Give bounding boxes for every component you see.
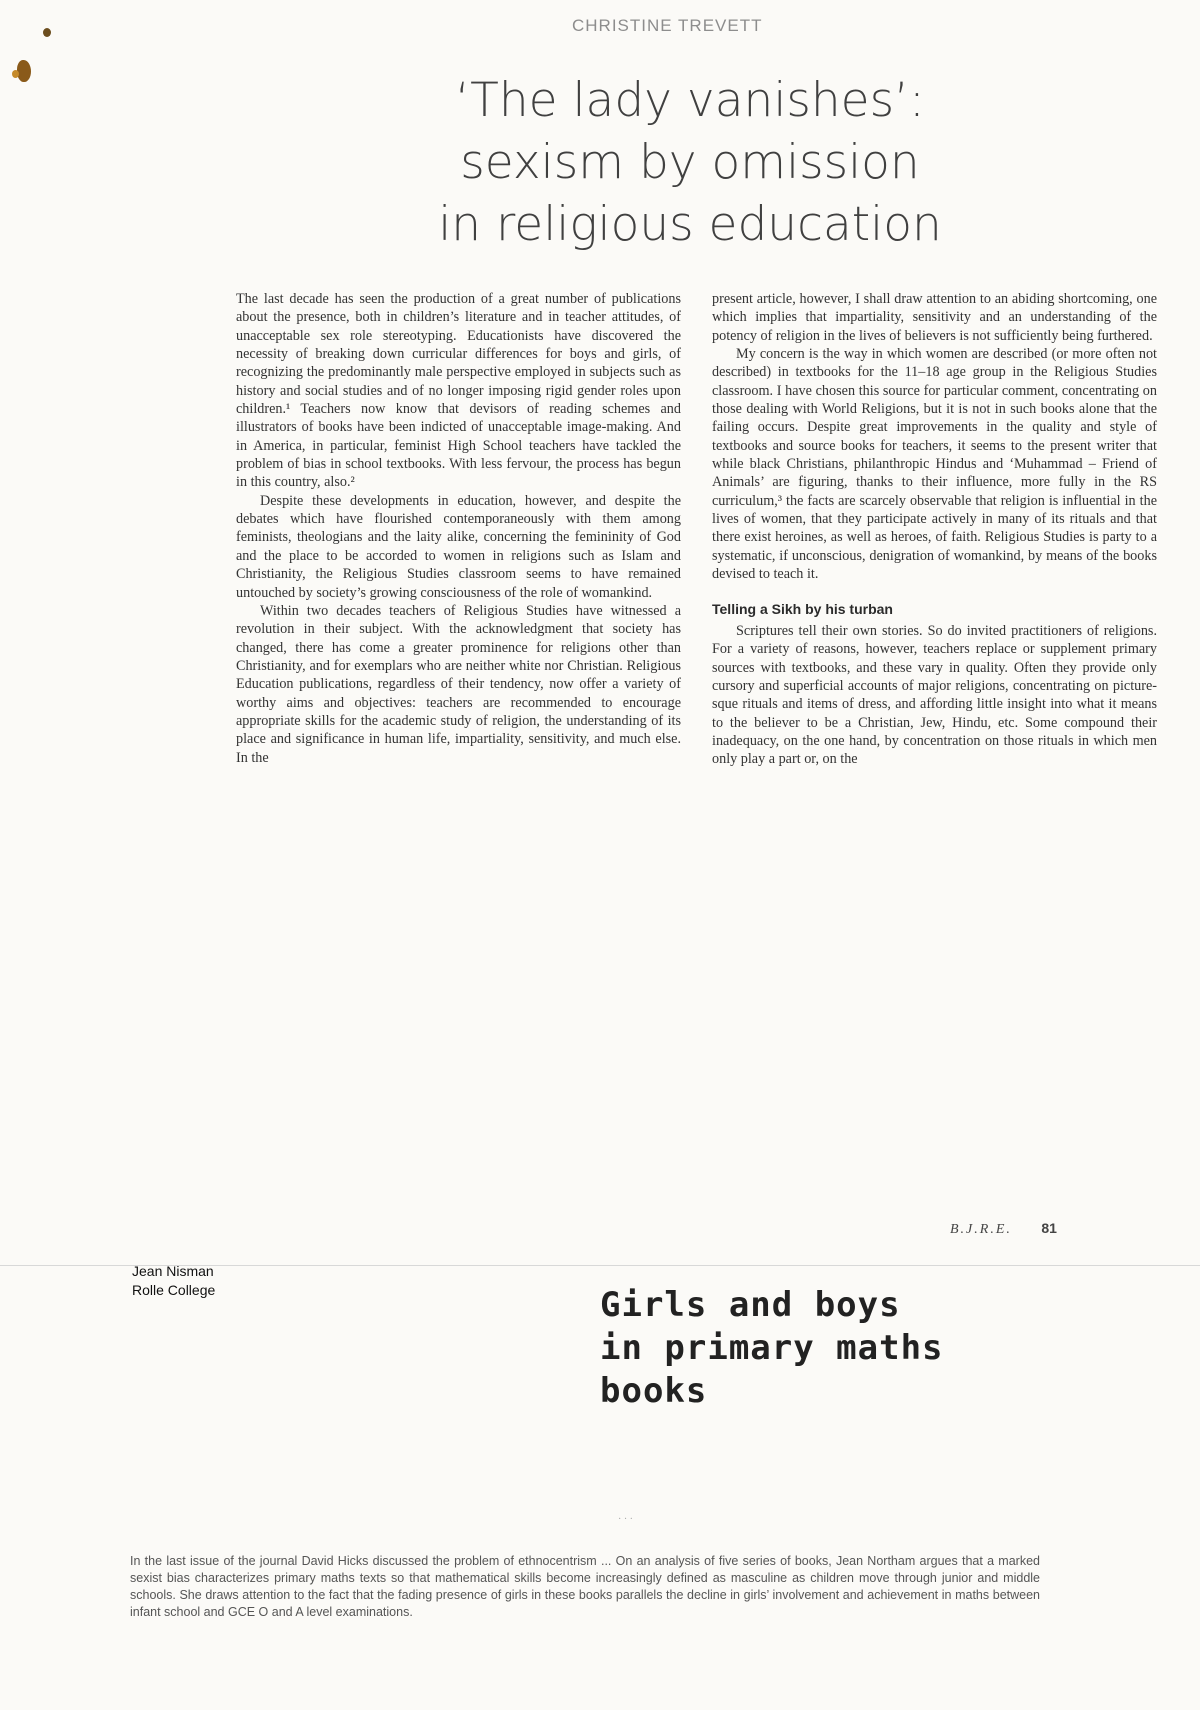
stain-blot xyxy=(17,60,31,82)
paragraph: My concern is the way in which women are described (or more often not described) in textbooks for the 11–18 age group in the Religious Studies classroom. I have chosen this source for particular comment, concentrating on those dealing with World Religions, but it is not in such books alone that the failing occurs. Despite great improvements in the quality and style of textbooks and source books for teachers, it seems to the present writer that while black Christians, philanthropic Hindus and ‘Muhammad – Friend of Animals’ are figuring, thanks to their influence, more fully in the RS curriculum,³ the facts are scarcely observable that religion is influential in the lives of women, that they participate actively in many of its rituals and that there exist heroines, as well as heroes, of faith. Religious Studies is party to a systematic, if unconscious, denigration of womankind, by means of the books devised to teach it. xyxy=(712,346,1157,583)
page-number: 81 xyxy=(1041,1220,1057,1236)
left-column xyxy=(236,290,681,767)
journal-name: B.J.R.E. xyxy=(950,1222,1012,1237)
article-title xyxy=(360,70,1020,256)
author-name: CHRISTINE TREVETT xyxy=(572,16,763,35)
title-line: ‘The lady vanishes’: xyxy=(455,73,925,128)
title-line: in religious education xyxy=(438,197,942,252)
paragraph: Despite these developments in education, however, and despite the debates which have flourished contemporaneously with them among feminists, theologians and the laity alike, concerning the femininity of God and the place to be accorded to women in religions such as Islam and Christianity, the Religious Studies classroom seems to have remained untouched by society’s growing consciousness of the role of womankind. xyxy=(236,492,681,601)
decorative-mark: · · · xyxy=(618,1514,633,1525)
title-line: Girls and boys xyxy=(600,1285,901,1325)
stain-blot-small xyxy=(12,70,19,78)
page-footer xyxy=(950,1220,1057,1238)
paragraph: Within two decades teachers of Religious Studies have witnessed a revolution in their subject. With the acknowledgment that society has changed, there has come a greater prominence for religions other than Christianity, and for exemplars who are neither white nor Christian. Religious Education publications, regardless of their tendency, now offer a variety of worthy aims and objectives: teachers are recommended to encourage appropriate skills for the academic study of religion, the understanding of its place and significance in human life, impartiality, sensitivity, and much else. In the xyxy=(236,602,681,766)
right-column xyxy=(712,290,1157,769)
byline-name: Jean Nisman xyxy=(132,1263,214,1279)
title-line: sexism by omission xyxy=(460,135,920,190)
standfirst: In the last issue of the journal David Hicks discussed the problem of ethnocentrism ... On an analysis of five series of books, Jean Northam argues that a marked sexist bias characterizes primary maths texts so that mathematical skills become increasingly defined as masculine as children move through junior and middle schools. She draws attention to the fact that the fading presence of girls in these books parallels the decline in girls’ involvement and achievement in maths between infant school and GCE O and A level examinations. xyxy=(130,1554,1040,1619)
byline xyxy=(132,1262,215,1300)
second-article-title xyxy=(600,1284,1080,1413)
stain-speck xyxy=(43,28,51,37)
paragraph: Scriptures tell their own stories. So do invited practitioners of religions. For a variety of reasons, however, teachers replace or supplement primary sources with textbooks, and these vary in quality. Often they provide only cursory and superficial accounts of major religions, concentrating on picture-sque rituals and items of dress, and affording little insight into what it means to the believer to be a Christian, Jew, Hindu, etc. Some compound their inadequacy, on the one hand, by concentration on those rituals in which men only play a part or, on the xyxy=(712,622,1157,768)
title-line: in primary maths xyxy=(600,1328,944,1368)
section-heading: Telling a Sikh by his turban xyxy=(712,600,893,617)
paragraph: present article, however, I shall draw attention to an abiding shortcoming, one which implies that impartiality, sensitivity and an understanding of the potency of religion in the lives of believers is not sufficiently being furthered. xyxy=(712,291,1157,344)
paragraph: The last decade has seen the production of a great number of publications about the presence, both in children’s literature and in teacher attitudes, of unacceptable sex role stereotyping. Educationists have discovered the necessity of breaking down curricular differences for boys and girls, of recognizing the predominantly male perspective employed in subjects such as history and social studies and of no longer imposing rigid gender roles upon children.¹ Teachers now know that devisors of reading schemes and illustrators of books have been indicted of unacceptable image-making. And in America, in particular, feminist High School teachers have tackled the problem of bias in school textbooks. With less fervour, the process has begun in this country, also.² xyxy=(236,291,681,491)
title-line: books xyxy=(600,1371,708,1411)
byline-affiliation: Rolle College xyxy=(132,1282,216,1298)
